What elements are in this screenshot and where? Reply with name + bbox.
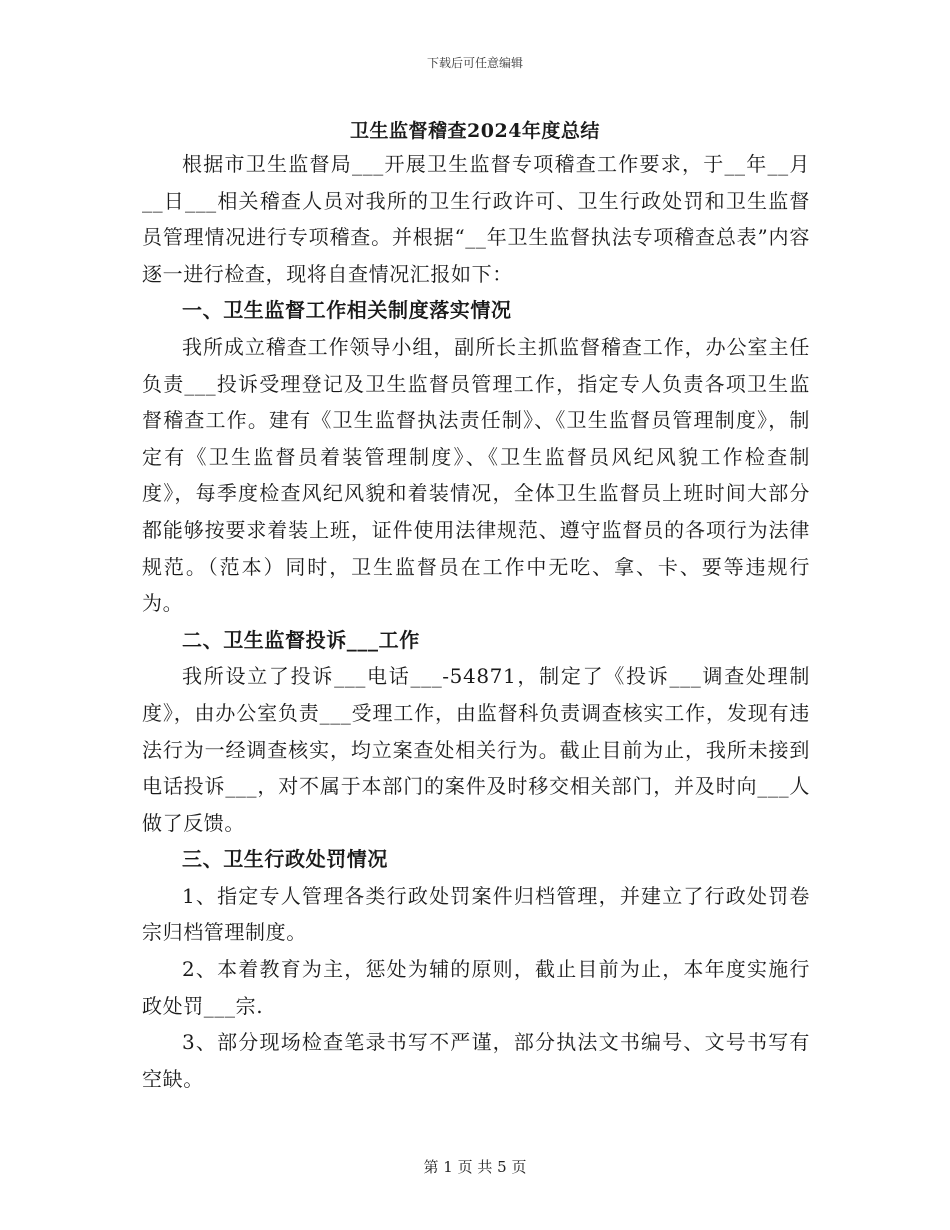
section-3-item-2: 2、本着教育为主，惩处为辅的原则，截止目前为止，本年度实施行政处罚___宗. bbox=[142, 957, 810, 1018]
document-title: 卫生监督稽查2024年度总结 bbox=[350, 120, 600, 142]
section-heading-3: 三、卫生行政处罚情况 bbox=[182, 847, 388, 872]
header-note: 下载后可任意编辑 bbox=[426, 56, 523, 70]
section-heading-1: 一、卫生监督工作相关制度落实情况 bbox=[182, 298, 512, 323]
page-number-footer: 第 1 页 共 5 页 bbox=[423, 1158, 527, 1176]
section-2-paragraph: 我所设立了投诉___电话___-54871，制定了《投诉___调查处理制度》，由办公室负责___受理工作，由监督科负责调查核实工作，发现有违法行为一经调查核实，均立案查处相关行为。截止目前为止，我所未接到电话投诉___，对不属于本部门的案件及时移交相关部门，并及时向___人做了反馈。 bbox=[142, 664, 810, 835]
document-body bbox=[142, 146, 810, 1097]
intro-paragraph: 根据市卫生监督局___开展卫生监督专项稽查工作要求，于__年__月__日___相关稽查人员对我所的卫生行政许可、卫生行政处罚和卫生监督员管理情况进行专项稽查。并根据“__年卫生监督执法专项稽查总表”内容逐一进行检查，现将自查情况汇报如下： bbox=[142, 152, 810, 286]
section-3-item-3: 3、部分现场检查笔录书写不严谨，部分执法文书编号、文号书写有空缺。 bbox=[142, 1030, 810, 1091]
section-heading-2: 二、卫生监督投诉___工作 bbox=[182, 627, 420, 652]
section-3-item-1: 1、指定专人管理各类行政处罚案件归档管理，并建立了行政处罚卷宗归档管理制度。 bbox=[142, 883, 810, 945]
section-1-paragraph: 我所成立稽查工作领导小组，副所长主抓监督稽查工作，办公室主任负责___投诉受理登记及卫生监督员管理工作，指定专人负责各项卫生监督稽查工作。建有《卫生监督执法责任制》、《卫生监督员管理制度》，制定有《卫生监督员着装管理制度》、《卫生监督员风纪风貌工作检查制度》，每季度检查风纪风貌和着装情况，全体卫生监督员上班时间大部分都能够按要求着装上班，证件使用法律规范、遵守监督员的各项行为法律规范。（范本）同时，卫生监督员在工作中无吃、拿、卡、要等违规行为。 bbox=[142, 334, 810, 616]
